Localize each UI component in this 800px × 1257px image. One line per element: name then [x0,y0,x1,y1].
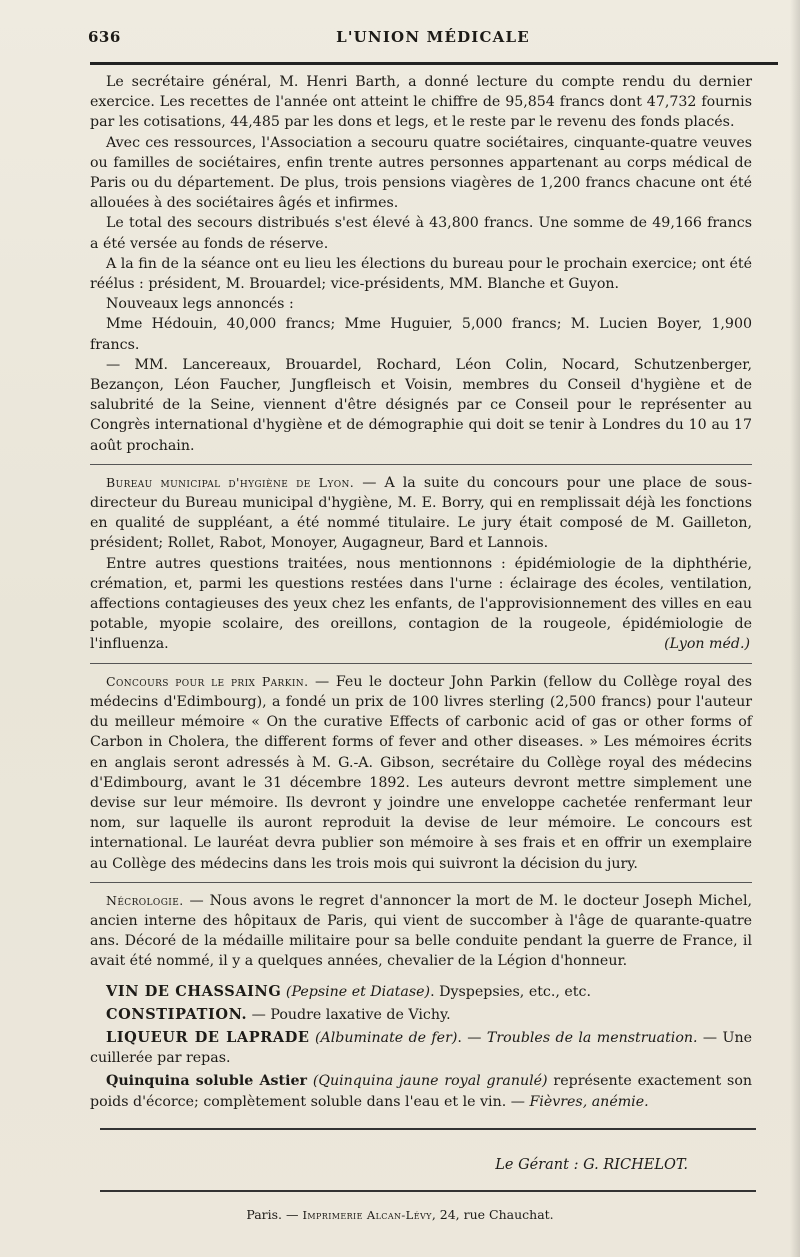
journal-title: L'UNION MÉDICALE [336,28,530,46]
section-text-lyon: — A la suite du concours pour une place de sous-directeur du Bureau municipal d'hygiène, M. E. Borry, qui en remplissait déjà les fonctions en qualité de suppléant, a été nommé titulaire. Le jury était composé de M. Gailleton, président; Rollet, Rabot, Monoyer, Augagneur, Bard et Lannois. [90,474,752,552]
paragraph-report: Le secrétaire général, M. Henri Barth, a donné lecture du compte rendu du dernier exercice. Les recettes de l'année ont atteint le chiffre de 95,854 francs dont 47,732 fournis par les cotisations, 44,485 par les dons et legs, et le reste par le revenu des fonds placés. [90,74,752,131]
ad-name: LIQUEUR DE LAPRADE [106,1028,310,1046]
page-header [88,28,778,54]
section-heading-parkin: Concours pour le prix Parkin. [106,673,309,689]
ad-constipation [90,1005,752,1025]
footer-rule [100,1190,756,1192]
section-text-necrology: — Nous avons le regret d'annoncer la mort de M. le docteur Joseph Michel, ancien interne des hôpitaux de Paris, qui vient de succomber à l'âge de quarante-quatre ans. Décoré de la médaille militaire pour sa belle conduite pendant la guerre de France, il avait été nommé, il y a quelques années, chevalier de la Légion d'honneur. [90,892,752,970]
page-number: 636 [88,28,121,46]
paragraph-resources: Avec ces ressources, l'Association a secouru quatre sociétaires, cinquante-quatre veuves ou familles de sociétaires, enfin trente autres personnes appartenant au corps médical de Paris ou du département. De plus, trois pensions viagères de 1,200 francs chacune ont été allouées à des sociétaires âgés et infirmes. [90,134,752,212]
section-separator [90,663,752,664]
page-edge-shadow [790,0,800,1257]
article-body [90,72,752,1115]
ad-subtitle: (Albuminate de fer) [314,1029,458,1046]
header-rule [90,62,778,65]
section-heading-lyon: Bureau municipal d'hygiène de Lyon. [106,474,355,490]
manager-line: Le Gérant : G. RICHELOT. [495,1157,688,1173]
ad-name: Quinquina soluble Astier [106,1073,307,1090]
ad-tail: — Une cuillerée par repas. [90,1029,752,1067]
printer-address: , 24, rue Chauchat. [431,1207,554,1222]
printer-city: Paris. — [246,1207,303,1222]
ad-name: VIN DE CHASSAING [106,982,282,1000]
section-lyon [90,473,752,554]
paragraph-total-aid: Le total des secours distribués s'est élevé à 43,800 francs. Une somme de 49,166 francs a été versée au fonds de réserve. [90,215,752,252]
ad-text: . — [457,1029,487,1046]
manager-signature [495,1157,688,1173]
lyon-questions-text: Entre autres questions traitées, nous mentionnons : épidémiologie de la diphthérie, crémation, et, parmi les questions restées dans l'urne : éclairage des écoles, ventilation, affections contagieuses des yeux chez les enfants, de l'approvisionnement des villes en eau potable, myopie scolaire, des oreillons, contagion de la rougeole, épidémiologie de l'influenza. [90,555,752,653]
footer-rule [100,1128,756,1130]
ad-text: . Dyspepsies, etc., etc. [430,983,591,1000]
source-citation: (Lyon méd.) [664,636,750,653]
paragraph-legacies: Mme Hédouin, 40,000 francs; Mme Huguier, 5,000 francs; M. Lucien Boyer, 1,900 francs. [90,316,752,353]
section-separator [90,882,752,883]
section-heading-necrology: Nécrologie. [106,892,184,908]
ad-text: représente exactement son poids d'écorce; complètement soluble dans l'eau et le vin. — [90,1073,752,1110]
ad-subtitle: (Pepsine et Diatase) [285,983,431,1000]
ad-name: CONSTIPATION. [106,1005,248,1023]
paragraph-legacies-heading: Nouveaux legs annoncés : [106,296,294,313]
ad-vin-chassaing [90,982,752,1002]
ad-italic-tail: Troubles de la menstruation. [486,1029,698,1046]
paragraph-elections: A la fin de la séance ont eu lieu les élections du bureau pour le prochain exercice; ont été réélus : président, M. Brouardel; vice-présidents, MM. Blanche et Guyon. [90,255,752,293]
ad-liqueur-laprade [90,1028,752,1068]
printer-imprint [0,1207,800,1222]
advertisements [90,982,752,1112]
section-text-parkin: — Feu le docteur John Parkin (fellow du Collège royal des médecins d'Edimbourg), a fondé un prix de 100 livres sterling (2,500 francs) pour l'auteur du meilleur mémoire « On the curative Effects of carbonic acid of gas or other forms of Carbon in Cholera, the different forms of fever and other diseases. » Les mémoires écrits en anglais seront adressés à M. G.-A. Gibson, secrétaire du Collège royal des médecins d'Edimbourg, avant le 31 décembre 1892. Les auteurs devront mettre simplement une devise sur leur mémoire. Ils devront y joindre une enveloppe cachetée renfermant leur nom, sur laquelle ils auront reproduit la devise de leur mémoire. Le concours est international. Le lauréat devra publier son mémoire à ses frais et en offrir un exemplaire au Collège des médecins dans les trois mois qui suivront la décision du jury. [90,673,752,872]
paragraph-lyon-questions [90,554,752,655]
ad-quinquina-astier [90,1071,752,1111]
paragraph-congress: — MM. Lancereaux, Brouardel, Rochard, Léon Colin, Nocard, Schutzenberger, Bezançon, Léon Faucher, Jungfleisch et Voisin, membres du Conseil d'hygiène et de salubrité de la Seine, viennent d'être désignés par ce Conseil pour le représenter au Congrès international d'hygiène et de démographie qui doit se tenir à Londres du 10 au 17 août prochain. [90,356,752,454]
section-parkin-prize [90,672,752,874]
section-separator [90,464,752,465]
section-necrology [90,891,752,972]
ad-subtitle: (Quinquina jaune royal granulé) [312,1073,548,1090]
printer-name: Imprimerie Alcan-Lévy [302,1208,432,1222]
ad-text: — Poudre laxative de Vichy. [247,1006,451,1023]
ad-italic-tail: Fièvres, anémie. [529,1093,649,1110]
